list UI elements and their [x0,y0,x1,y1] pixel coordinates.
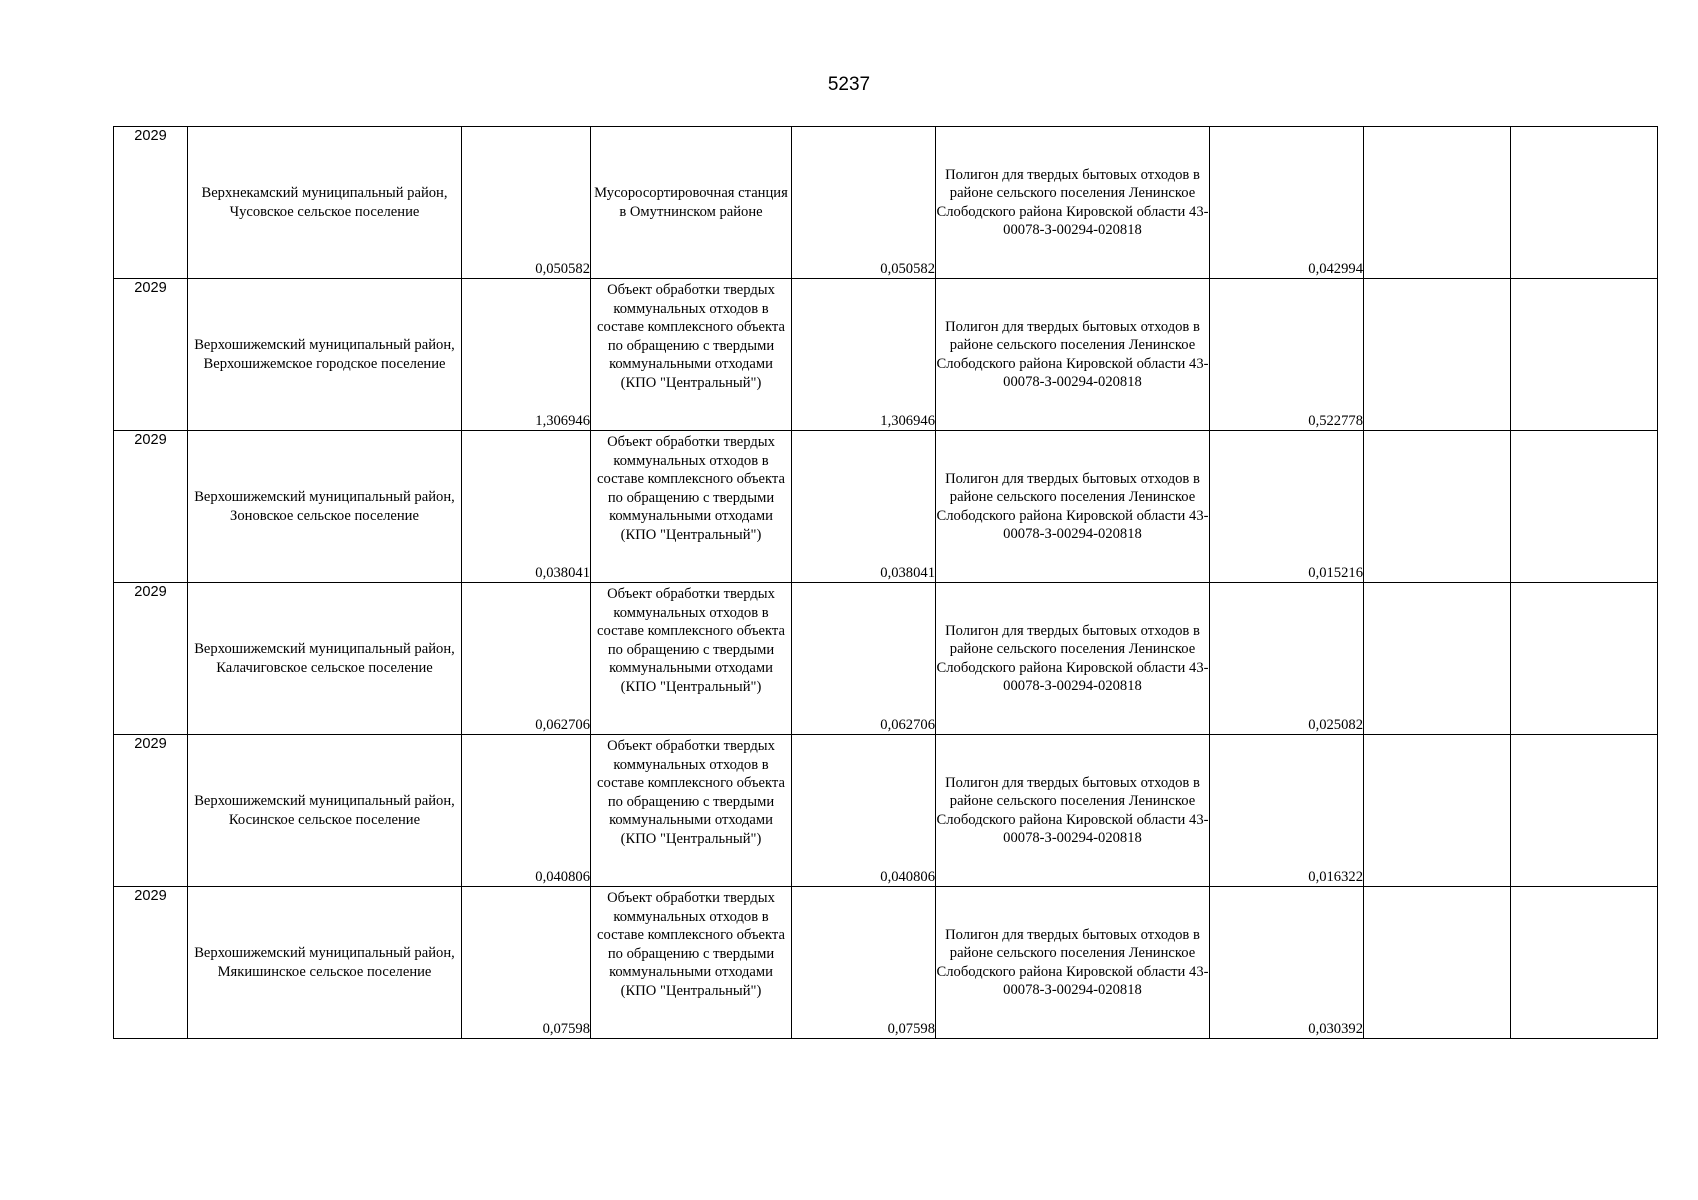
mass-source-cell: 0,040806 [462,735,591,887]
year-cell: 2029 [114,583,188,735]
mass-processed-cell: 0,038041 [792,431,936,583]
year-cell: 2029 [114,279,188,431]
year-cell: 2029 [114,431,188,583]
mass-processed-cell: 0,040806 [792,735,936,887]
table-row [114,127,1658,279]
empty-cell [1364,431,1511,583]
mass-source-cell: 1,306946 [462,279,591,431]
mass-disposed-cell: 0,015216 [1210,431,1364,583]
mass-disposed-cell: 0,016322 [1210,735,1364,887]
empty-cell [1364,887,1511,1039]
empty-cell [1511,887,1658,1039]
disposal-object-cell: Полигон для твердых бытовых отходов в районе сельского поселения Ленинское Слободского района Кировской области 43-00078-З-00294-020818 [936,887,1210,1039]
disposal-object-cell: Полигон для твердых бытовых отходов в районе сельского поселения Ленинское Слободского района Кировской области 43-00078-З-00294-020818 [936,583,1210,735]
disposal-object-cell: Полигон для твердых бытовых отходов в районе сельского поселения Ленинское Слободского района Кировской области 43-00078-З-00294-020818 [936,279,1210,431]
mass-processed-cell: 0,07598 [792,887,936,1039]
mass-disposed-cell: 0,025082 [1210,583,1364,735]
table-row [114,431,1658,583]
page-number: 5237 [827,74,871,95]
source-cell: Верхошижемский муниципальный район, Косинское сельское поселение [188,735,462,887]
table-row [114,279,1658,431]
source-cell: Верхнекамский муниципальный район, Чусовское сельское поселение [188,127,462,279]
processing-object-cell: Объект обработки твердых коммунальных отходов в составе комплексного объекта по обращению с твердыми коммунальными отходами (КПО "Центральный") [591,431,792,583]
waste-flow-table [113,126,1658,1039]
processing-object-cell: Объект обработки твердых коммунальных отходов в составе комплексного объекта по обращению с твердыми коммунальными отходами (КПО "Центральный") [591,583,792,735]
table-row [114,887,1658,1039]
year-cell: 2029 [114,887,188,1039]
empty-cell [1511,431,1658,583]
disposal-object-cell: Полигон для твердых бытовых отходов в районе сельского поселения Ленинское Слободского района Кировской области 43-00078-З-00294-020818 [936,431,1210,583]
processing-object-cell: Объект обработки твердых коммунальных отходов в составе комплексного объекта по обращению с твердыми коммунальными отходами (КПО "Центральный") [591,735,792,887]
empty-cell [1511,583,1658,735]
year-cell: 2029 [114,735,188,887]
empty-cell [1511,735,1658,887]
empty-cell [1364,279,1511,431]
mass-processed-cell: 1,306946 [792,279,936,431]
empty-cell [1364,127,1511,279]
mass-processed-cell: 0,050582 [792,127,936,279]
mass-source-cell: 0,050582 [462,127,591,279]
mass-disposed-cell: 0,030392 [1210,887,1364,1039]
mass-disposed-cell: 0,522778 [1210,279,1364,431]
processing-object-cell: Мусоросортировочная станция в Омутнинском районе [591,127,792,279]
empty-cell [1511,279,1658,431]
disposal-object-cell: Полигон для твердых бытовых отходов в районе сельского поселения Ленинское Слободского района Кировской области 43-00078-З-00294-020818 [936,735,1210,887]
mass-processed-cell: 0,062706 [792,583,936,735]
disposal-object-cell: Полигон для твердых бытовых отходов в районе сельского поселения Ленинское Слободского района Кировской области 43-00078-З-00294-020818 [936,127,1210,279]
source-cell: Верхошижемский муниципальный район, Верхошижемское городское поселение [188,279,462,431]
empty-cell [1511,127,1658,279]
mass-source-cell: 0,062706 [462,583,591,735]
source-cell: Верхошижемский муниципальный район, Зоновское сельское поселение [188,431,462,583]
processing-object-cell: Объект обработки твердых коммунальных отходов в составе комплексного объекта по обращению с твердыми коммунальными отходами (КПО "Центральный") [591,887,792,1039]
year-cell: 2029 [114,127,188,279]
mass-source-cell: 0,07598 [462,887,591,1039]
processing-object-cell: Объект обработки твердых коммунальных отходов в составе комплексного объекта по обращению с твердыми коммунальными отходами (КПО "Центральный") [591,279,792,431]
mass-disposed-cell: 0,042994 [1210,127,1364,279]
empty-cell [1364,735,1511,887]
mass-source-cell: 0,038041 [462,431,591,583]
source-cell: Верхошижемский муниципальный район, Калачиговское сельское поселение [188,583,462,735]
source-cell: Верхошижемский муниципальный район, Мякишинское сельское поселение [188,887,462,1039]
table-row [114,583,1658,735]
table-row [114,735,1658,887]
empty-cell [1364,583,1511,735]
